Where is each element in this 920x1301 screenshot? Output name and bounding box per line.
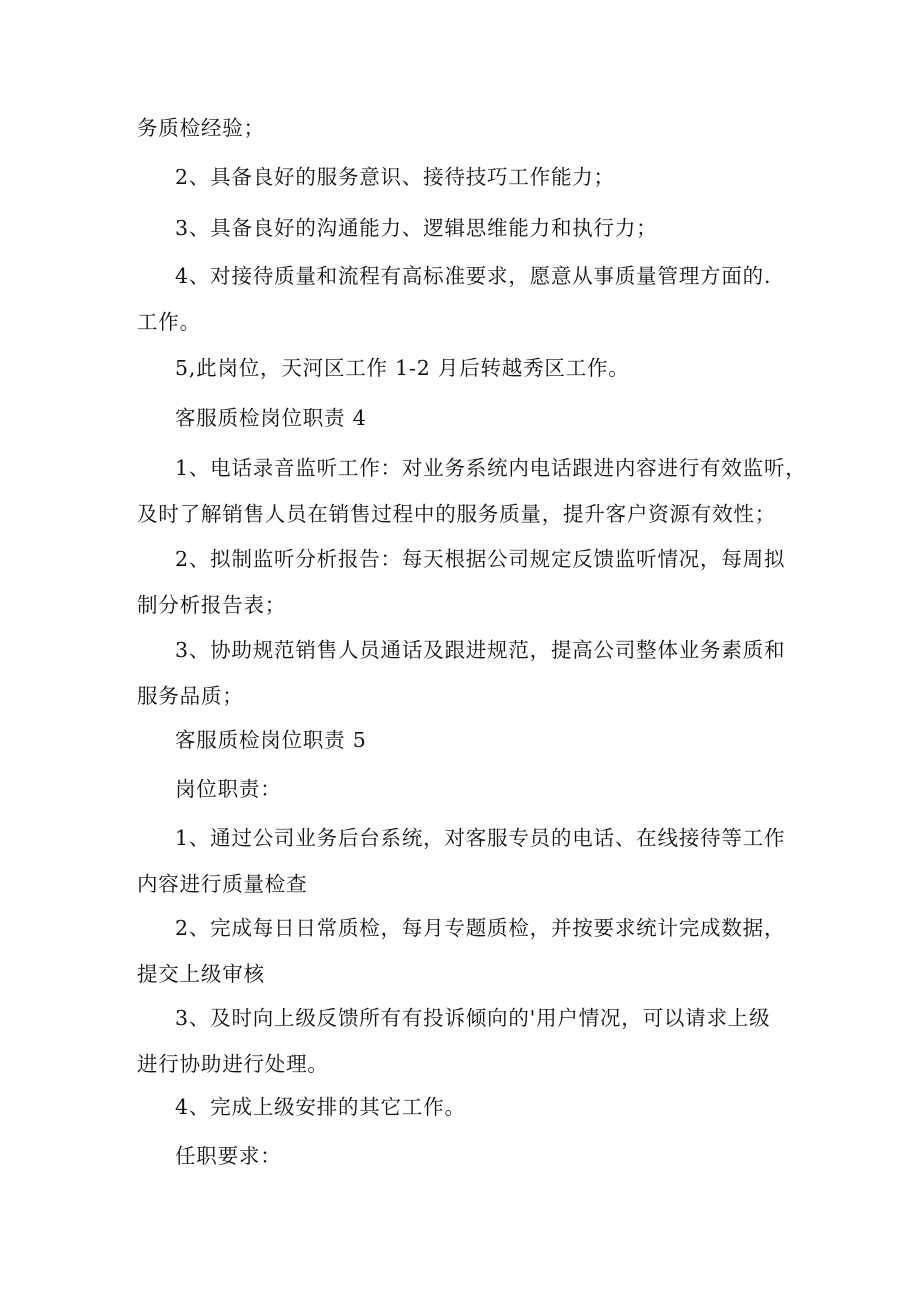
text-line: 1、通过公司业务后台系统，对客服专员的电话、在线接待等工作: [175, 826, 786, 850]
text-line: 客服质检岗位职责 5: [175, 728, 367, 752]
paragraph-req-2: [137, 154, 791, 200]
text-line: 3、及时向上级反馈所有有投诉倾向的'用户情况，可以请求上级: [175, 1006, 771, 1030]
paragraph-duty-5-4: [137, 1084, 791, 1130]
text-line: 岗位职责：: [175, 777, 282, 801]
text-line: 提交上级审核: [137, 962, 265, 986]
text-line: 2、具备良好的服务意识、接待技巧工作能力；: [175, 165, 615, 189]
text-line: 4、对接待质量和流程有高标准要求，愿意从事质量管理方面的.: [175, 264, 772, 288]
paragraph-duty-4-3: [137, 627, 791, 719]
text-line: 2、完成每日日常质检，每月专题质检，并按要求统计完成数据，: [175, 916, 786, 940]
text-line: 3、具备良好的沟通能力、逻辑思维能力和执行力；: [175, 216, 658, 240]
paragraph-req-3: [137, 205, 791, 251]
section-heading-duties-5: [137, 717, 791, 763]
text-line: 及时了解销售人员在销售过程中的服务质量，提升客户资源有效性；: [137, 502, 776, 526]
paragraph-duty-5-1: [137, 815, 791, 907]
paragraph-req-5: [137, 345, 791, 391]
text-line: 3、协助规范销售人员通话及跟进规范，提高公司整体业务素质和: [175, 638, 786, 662]
text-line: 客服质检岗位职责 4: [175, 406, 367, 430]
text-line: 服务品质；: [137, 684, 244, 708]
text-line: 务质检经验；: [137, 116, 265, 140]
paragraph-duty-5-2: [137, 905, 791, 997]
text-line: 5,此岗位，天河区工作 1-2 月后转越秀区工作。: [175, 356, 630, 380]
paragraph-duty-4-1: [137, 445, 807, 537]
text-line: 4、完成上级安排的其它工作。: [175, 1095, 466, 1119]
subheading-duties: [137, 766, 791, 812]
paragraph-req-4: [137, 253, 791, 345]
subheading-requirements: [137, 1133, 791, 1179]
text-line: 进行协助进行处理。: [137, 1052, 329, 1076]
text-line: 工作。: [137, 310, 201, 334]
text-line: 2、拟制监听分析报告：每天根据公司规定反馈监听情况，每周拟: [175, 547, 786, 571]
paragraph-experience-end: [137, 105, 791, 151]
text-line: 1、电话录音监听工作：对业务系统内电话跟进内容进行有效监听，: [175, 456, 807, 480]
paragraph-duty-4-2: [137, 536, 791, 628]
text-line: 任职要求：: [175, 1144, 282, 1168]
paragraph-duty-5-3: [137, 995, 791, 1087]
section-heading-duties-4: [137, 395, 791, 441]
text-line: 内容进行质量检查: [137, 872, 308, 896]
text-line: 制分析报告表；: [137, 593, 287, 617]
